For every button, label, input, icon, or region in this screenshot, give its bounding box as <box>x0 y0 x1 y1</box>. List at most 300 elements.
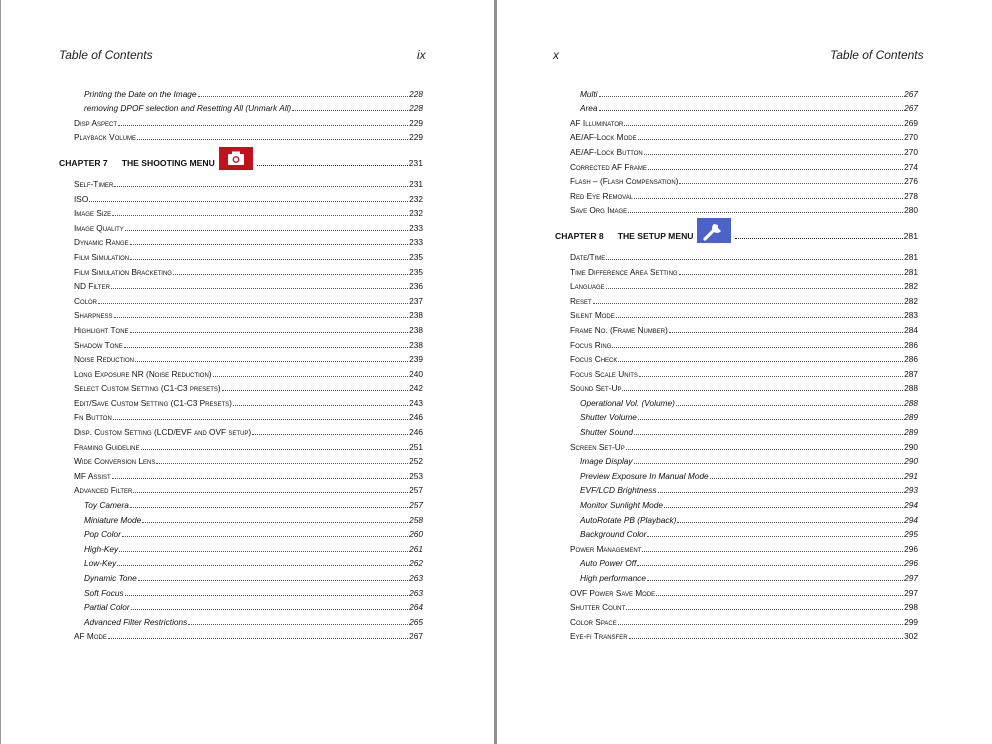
leader-dots <box>735 237 902 239</box>
toc-entry[interactable] <box>59 510 423 525</box>
toc-entry[interactable] <box>555 157 918 172</box>
toc-entry-title: Dynamic Range <box>74 237 129 248</box>
toc-entry[interactable] <box>555 277 918 292</box>
toc-entry-title: Image Display <box>580 456 633 467</box>
toc-entry[interactable] <box>59 379 423 394</box>
toc-entry-page: 240 <box>409 368 423 379</box>
toc-entry-title: Film Simulation Bracketing <box>74 266 172 277</box>
toc-entry-page: 286 <box>904 354 918 365</box>
toc-entry-page: 265 <box>409 616 423 627</box>
leader-dots <box>644 153 903 155</box>
toc-entry[interactable] <box>59 189 423 204</box>
toc-entry[interactable] <box>59 495 423 510</box>
leader-dots <box>292 109 408 111</box>
toc-entry[interactable] <box>59 481 423 496</box>
toc-entry-page: 231 <box>409 178 423 189</box>
toc-entry-page: 236 <box>409 281 423 292</box>
toc-entry[interactable] <box>555 84 918 99</box>
toc-entry[interactable] <box>555 291 918 306</box>
toc-entry-page: 229 <box>409 132 423 143</box>
toc-entry[interactable] <box>555 186 918 201</box>
leader-dots <box>222 389 408 391</box>
toc-entry-title: Toy Camera <box>84 500 129 511</box>
toc-entry[interactable] <box>59 408 423 423</box>
toc-entry-page: 294 <box>904 514 918 525</box>
toc-entry-page: 282 <box>904 295 918 306</box>
toc-entry-page: 290 <box>904 456 918 467</box>
toc-entry-title: Miniature Mode <box>84 514 142 525</box>
toc-entry-page: 267 <box>904 88 918 99</box>
toc-entry-page: 281 <box>904 251 918 262</box>
toc-entry[interactable] <box>555 320 918 335</box>
leader-dots <box>634 433 903 435</box>
leader-dots <box>122 535 408 537</box>
toc-entry[interactable] <box>555 113 918 128</box>
toc-entry[interactable] <box>555 422 918 437</box>
toc-entry[interactable] <box>59 568 423 583</box>
leader-dots <box>612 346 903 348</box>
leader-dots <box>626 608 903 610</box>
toc-entry-title: Image Size <box>74 208 112 219</box>
leader-dots <box>616 316 903 318</box>
toc-entry-title: Disp Aspect <box>74 117 118 128</box>
toc-entry[interactable] <box>555 481 918 496</box>
leader-dots <box>618 623 903 625</box>
toc-entry-title: Self-Timer <box>74 178 114 189</box>
left-running-title: Table of Contents <box>59 48 153 62</box>
leader-dots <box>618 360 903 362</box>
toc-entry-title: AutoRotate PB (Playback) <box>580 514 677 525</box>
toc-entry[interactable] <box>555 350 918 365</box>
leader-dots <box>89 200 408 202</box>
leader-dots <box>599 109 904 111</box>
toc-entry-page: 270 <box>904 132 918 143</box>
toc-entry-title: Focus Ring <box>570 339 612 350</box>
toc-entry[interactable] <box>59 393 423 408</box>
leader-dots <box>252 433 408 435</box>
toc-entry-title: Select Custom Setting (C1-C3 presets) <box>74 383 221 394</box>
toc-entry-title: Image Quality <box>74 222 124 233</box>
toc-entry[interactable] <box>555 142 918 157</box>
leader-dots <box>198 95 409 97</box>
right-page <box>497 0 992 744</box>
chapter-7-heading[interactable] <box>59 152 423 168</box>
toc-entry[interactable] <box>555 583 918 598</box>
toc-entry-page: 253 <box>409 470 423 481</box>
toc-entry[interactable] <box>555 262 918 277</box>
toc-entry-title: Disp. Custom Setting (LCD/EVF and OVF setup) <box>74 427 252 438</box>
toc-entry[interactable] <box>555 364 918 379</box>
toc-entry-page: 281 <box>904 266 918 277</box>
toc-entry[interactable] <box>555 99 918 114</box>
toc-entry-title: Sound Set-Up <box>570 383 622 394</box>
toc-entry[interactable] <box>59 539 423 554</box>
toc-entry-page: 287 <box>904 368 918 379</box>
toc-entry[interactable] <box>555 568 918 583</box>
leader-dots <box>108 637 408 639</box>
toc-entry[interactable] <box>555 335 918 350</box>
toc-entry-page: 269 <box>904 117 918 128</box>
leader-dots <box>677 521 903 523</box>
leader-dots <box>638 138 904 140</box>
toc-entry-page: 228 <box>409 103 423 114</box>
toc-entry-page: 261 <box>409 543 423 554</box>
toc-entry-page: 260 <box>409 529 423 540</box>
toc-entry[interactable] <box>59 525 423 540</box>
chapter-page: 231 <box>408 158 423 169</box>
toc-entry[interactable] <box>555 495 918 510</box>
toc-entry-title: Framing Guideline <box>74 441 140 452</box>
chapter-number: CHAPTER 8 <box>555 231 604 242</box>
leader-dots <box>664 506 903 508</box>
toc-entry-page: 274 <box>904 161 918 172</box>
leader-dots <box>142 521 408 523</box>
toc-entry[interactable] <box>59 174 423 189</box>
toc-entry-page: 239 <box>409 354 423 365</box>
toc-entry-page: 289 <box>904 427 918 438</box>
toc-entry-page: 284 <box>904 324 918 335</box>
toc-entry-page: 258 <box>409 514 423 525</box>
toc-entry-page: 267 <box>904 103 918 114</box>
toc-entry[interactable] <box>555 510 918 525</box>
leader-dots <box>606 287 904 289</box>
toc-entry-page: 276 <box>904 176 918 187</box>
toc-entry[interactable] <box>555 437 918 452</box>
toc-entry-page: 228 <box>409 88 423 99</box>
right-toc <box>555 84 918 641</box>
toc-entry[interactable] <box>555 466 918 481</box>
toc-entry-title: Language <box>570 281 605 292</box>
leader-dots <box>606 258 903 260</box>
toc-entry-title: Soft Focus <box>84 587 124 598</box>
leader-dots <box>637 564 903 566</box>
toc-entry[interactable] <box>59 554 423 569</box>
toc-entry-title: ND Filter <box>74 281 110 292</box>
leader-dots <box>133 491 408 493</box>
leader-dots <box>130 258 408 260</box>
toc-entry-page: 280 <box>904 205 918 216</box>
leader-dots <box>137 138 408 140</box>
toc-entry-page: 242 <box>409 383 423 394</box>
toc-entry-title: Partial Color <box>84 602 130 613</box>
toc-entry-page: 263 <box>409 587 423 598</box>
toc-entry-title: AE/AF-Lock Button <box>570 146 643 157</box>
toc-entry[interactable] <box>555 452 918 467</box>
toc-entry[interactable] <box>59 113 423 128</box>
toc-entry-page: 283 <box>904 310 918 321</box>
left-toc-before <box>59 84 423 142</box>
toc-entry-title: Sharpness <box>74 310 113 321</box>
toc-entry[interactable] <box>59 598 423 613</box>
toc-entry-page: 264 <box>409 602 423 613</box>
leader-dots <box>112 477 408 479</box>
toc-entry[interactable] <box>59 306 423 321</box>
toc-entry-page: 267 <box>409 631 423 642</box>
toc-entry-title: Playback Volume <box>74 132 136 143</box>
toc-entry-page: 298 <box>904 602 918 613</box>
toc-entry-page: 233 <box>409 222 423 233</box>
leader-dots <box>634 197 903 199</box>
toc-entry-page: 257 <box>409 500 423 511</box>
toc-entry-page: 238 <box>409 339 423 350</box>
leader-dots <box>629 637 904 639</box>
toc-entry-title: AE/AF-Lock Mode <box>570 132 637 143</box>
toc-entry-title: AF Mode <box>74 631 107 642</box>
left-page-number: ix <box>417 48 426 62</box>
chapter-page: 281 <box>903 231 918 242</box>
toc-entry-title: Save Org Image <box>570 205 628 216</box>
toc-entry-title: Multi <box>580 88 598 99</box>
leader-dots <box>648 168 903 170</box>
toc-entry[interactable] <box>59 84 423 99</box>
leader-dots <box>118 124 408 126</box>
leader-dots <box>117 564 408 566</box>
toc-entry-page: 229 <box>409 117 423 128</box>
toc-entry[interactable] <box>555 247 918 262</box>
toc-entry-title: Frame No. (Frame Number) <box>570 324 668 335</box>
toc-entry-page: 297 <box>904 587 918 598</box>
toc-entry-page: 243 <box>409 397 423 408</box>
leader-dots <box>628 211 903 213</box>
toc-entry[interactable] <box>555 525 918 540</box>
toc-entry[interactable] <box>59 364 423 379</box>
toc-entry-title: Printing the Date on the Image <box>84 88 197 99</box>
toc-entry[interactable] <box>59 218 423 233</box>
leader-dots <box>213 375 409 377</box>
toc-entry-title: AF Illuminator <box>570 117 624 128</box>
toc-entry-title: Background Color <box>580 529 647 540</box>
toc-entry[interactable] <box>59 583 423 598</box>
toc-entry[interactable] <box>555 306 918 321</box>
toc-entry-title: Shutter Volume <box>580 412 637 423</box>
leader-dots <box>634 462 904 464</box>
toc-entry[interactable] <box>59 128 423 143</box>
toc-entry-title: ISO <box>74 193 89 204</box>
toc-entry-title: Advanced Filter <box>74 485 133 496</box>
toc-entry-title: Flash – (Flash Compensation) <box>570 176 679 187</box>
leader-dots <box>257 164 408 166</box>
toc-entry-title: Fn Button <box>74 412 112 423</box>
toc-entry[interactable] <box>59 99 423 114</box>
leader-dots <box>642 550 903 552</box>
wrench-icon <box>697 218 731 243</box>
leader-dots <box>638 418 903 420</box>
leader-dots <box>710 477 903 479</box>
toc-entry-title: Power Management <box>570 543 642 554</box>
leader-dots <box>130 506 408 508</box>
leader-dots <box>679 182 903 184</box>
toc-entry[interactable] <box>59 612 423 627</box>
leader-dots <box>135 360 408 362</box>
leader-dots <box>111 287 408 289</box>
toc-entry[interactable] <box>555 554 918 569</box>
toc-entry[interactable] <box>59 291 423 306</box>
toc-entry-page: 288 <box>904 383 918 394</box>
leader-dots <box>113 418 408 420</box>
leader-dots <box>125 594 408 596</box>
right-toc-before <box>555 84 918 215</box>
toc-entry-page: 296 <box>904 558 918 569</box>
leader-dots <box>98 302 408 304</box>
toc-entry-title: Date/Time <box>570 251 606 262</box>
toc-entry-title: High-Key <box>84 543 119 554</box>
toc-entry-title: Focus Scale Units <box>570 368 638 379</box>
toc-entry-page: 282 <box>904 281 918 292</box>
toc-entry-page: 288 <box>904 397 918 408</box>
toc-entry-title: Screen Set-Up <box>570 441 625 452</box>
toc-entry-title: Wide Conversion Lens <box>74 456 156 467</box>
toc-entry[interactable] <box>555 627 918 642</box>
toc-entry-page: 238 <box>409 324 423 335</box>
leader-dots <box>125 229 408 231</box>
toc-entry-title: Operational Vol. (Volume) <box>580 397 675 408</box>
toc-entry[interactable] <box>555 598 918 613</box>
toc-entry-title: Pop Color <box>84 529 121 540</box>
leader-dots <box>624 124 903 126</box>
toc-entry[interactable] <box>59 335 423 350</box>
leader-dots <box>599 95 904 97</box>
toc-entry[interactable] <box>59 437 423 452</box>
toc-entry-title: MF Assist <box>74 470 111 481</box>
toc-entry-page: 251 <box>409 441 423 452</box>
toc-entry-page: 232 <box>409 193 423 204</box>
toc-entry-title: Color Space <box>570 616 617 627</box>
toc-entry[interactable] <box>555 612 918 627</box>
toc-entry[interactable] <box>59 262 423 277</box>
toc-entry-title: Low-Key <box>84 558 117 569</box>
toc-entry-title: Preview Exposure In Manual Mode <box>580 470 709 481</box>
toc-entry[interactable] <box>555 408 918 423</box>
toc-entry[interactable] <box>59 350 423 365</box>
toc-entry-page: 278 <box>904 190 918 201</box>
toc-entry-page: 293 <box>904 485 918 496</box>
toc-entry[interactable] <box>555 393 918 408</box>
toc-entry-title: Corrected AF Frame <box>570 161 647 172</box>
leader-dots <box>626 448 903 450</box>
toc-entry-title: EVF/LCD Brightness <box>580 485 657 496</box>
leader-dots <box>233 404 408 406</box>
toc-entry-page: 286 <box>904 339 918 350</box>
toc-entry[interactable] <box>59 422 423 437</box>
toc-entry[interactable] <box>59 466 423 481</box>
leader-dots <box>658 491 904 493</box>
toc-entry-page: 246 <box>409 427 423 438</box>
leader-dots <box>112 214 408 216</box>
leader-dots <box>188 623 408 625</box>
leader-dots <box>669 331 903 333</box>
leader-dots <box>622 389 903 391</box>
toc-entry-title: Advanced Filter Restrictions <box>84 616 188 627</box>
left-toc <box>59 84 423 641</box>
toc-entry-page: 289 <box>904 412 918 423</box>
toc-entry-page: 235 <box>409 251 423 262</box>
leader-dots <box>156 462 408 464</box>
toc-entry[interactable] <box>555 539 918 554</box>
camera-icon <box>219 147 253 170</box>
leader-dots <box>130 243 409 245</box>
toc-entry-page: 263 <box>409 573 423 583</box>
toc-entry-title: Dynamic Tone <box>84 573 137 583</box>
toc-entry-title: Edit/Save Custom Setting (C1-C3 Presets) <box>74 397 232 408</box>
toc-entry-title: Color <box>74 295 97 306</box>
leader-dots <box>679 273 904 275</box>
leader-dots <box>173 273 408 275</box>
toc-entry-page: 237 <box>409 295 423 306</box>
leader-dots <box>141 448 409 450</box>
chapter-title: THE SHOOTING MENU <box>121 158 215 169</box>
right-toc-after <box>555 247 918 641</box>
toc-entry-page: 299 <box>904 616 918 627</box>
toc-entry-page: 297 <box>904 573 918 583</box>
toc-entry[interactable] <box>59 204 423 219</box>
toc-entry-page: 238 <box>409 310 423 321</box>
toc-entry-title: Auto Power Off <box>580 558 637 569</box>
left-page <box>0 0 494 744</box>
chapter-8-heading[interactable] <box>555 225 918 241</box>
leader-dots <box>130 331 409 333</box>
leader-dots <box>647 535 903 537</box>
toc-entry-page: 232 <box>409 208 423 219</box>
toc-entry-page: 257 <box>409 485 423 496</box>
toc-entry-title: Shutter Count <box>570 602 626 613</box>
toc-entry-title: Shadow Tone <box>74 339 123 350</box>
toc-entry-title: Time Difference Area Setting <box>570 266 678 277</box>
toc-entry-title: removing DPOF selection and Resetting All (Unmark All) <box>84 103 292 114</box>
toc-entry[interactable] <box>555 128 918 143</box>
leader-dots <box>138 579 408 581</box>
toc-entry[interactable] <box>555 201 918 216</box>
toc-entry-page: 233 <box>409 237 423 248</box>
toc-entry-page: 246 <box>409 412 423 423</box>
toc-entry[interactable] <box>59 627 423 642</box>
left-toc-after <box>59 174 423 641</box>
right-page-number: x <box>553 48 559 62</box>
toc-entry[interactable] <box>59 452 423 467</box>
leader-dots <box>114 185 408 187</box>
toc-entry-title: Silent Mode <box>570 310 615 321</box>
toc-entry-title: Monitor Sunlight Mode <box>580 500 664 511</box>
toc-entry-page: 235 <box>409 266 423 277</box>
toc-entry-title: High performance <box>580 573 646 583</box>
toc-entry[interactable] <box>59 320 423 335</box>
toc-entry-title: Focus Check <box>570 354 618 365</box>
toc-entry-title: OVF Power Save Mode <box>570 587 656 598</box>
toc-entry-title: Shutter Sound <box>580 427 634 438</box>
leader-dots <box>119 550 408 552</box>
toc-entry-title: Reset <box>570 295 592 306</box>
toc-entry-page: 296 <box>904 543 918 554</box>
toc-entry-title: Area <box>580 103 598 114</box>
toc-entry[interactable] <box>59 233 423 248</box>
right-running-title: Table of Contents <box>830 48 924 62</box>
toc-entry[interactable] <box>555 172 918 187</box>
toc-entry-page: 270 <box>904 146 918 157</box>
leader-dots <box>131 608 409 610</box>
toc-entry[interactable] <box>59 247 423 262</box>
leader-dots <box>593 302 903 304</box>
toc-entry-page: 302 <box>904 631 918 642</box>
leader-dots <box>676 404 903 406</box>
toc-entry-page: 294 <box>904 500 918 511</box>
toc-entry[interactable] <box>59 277 423 292</box>
leader-dots <box>656 594 903 596</box>
toc-entry[interactable] <box>555 379 918 394</box>
toc-entry-title: Long Exposure NR (Noise Reduction) <box>74 368 212 379</box>
leader-dots <box>114 316 409 318</box>
toc-entry-page: 290 <box>904 441 918 452</box>
toc-entry-page: 262 <box>409 558 423 569</box>
toc-entry-title: Red Eye Removal <box>570 190 634 201</box>
